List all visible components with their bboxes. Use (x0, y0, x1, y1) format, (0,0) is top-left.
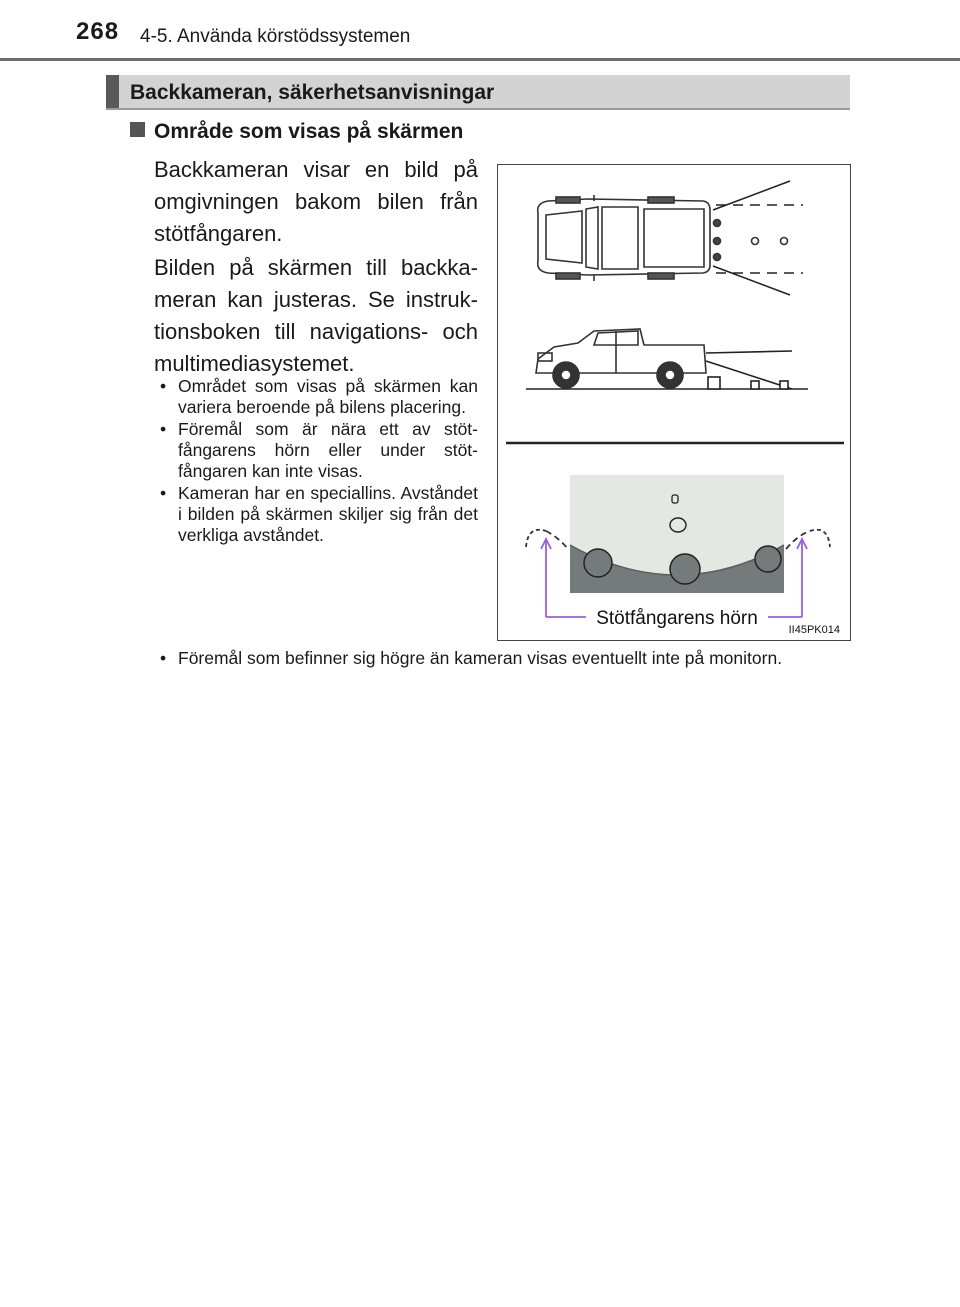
notes-list (154, 376, 478, 547)
car-side-view-illustration (536, 329, 706, 388)
camera-screen-view (570, 475, 784, 593)
note-item: • Kameran har en speciallins. Avståndet i bilden på skärmen skiljer sig från det verkliga avståndet. (154, 483, 478, 546)
header-rule (0, 58, 960, 61)
wide-notes-list (154, 648, 844, 670)
paragraph-adjust: Bilden på skärmen till backka-meran kan justeras. Se instruk-tionsboken till navigations- och multimediasystemet. (154, 255, 478, 376)
car-top-view-illustration (538, 195, 710, 281)
section-rule (106, 108, 850, 110)
note-item: • Området som visas på skärmen kan variera beroende på bilens placering. (154, 376, 478, 418)
callout-label: Stötfångarens hörn (596, 608, 758, 629)
chapter-title: 4-5. Använda körstödssystemen (140, 26, 411, 47)
subsection-title: Område som visas på skärmen (154, 120, 464, 143)
camera-illustration (497, 164, 851, 641)
paragraph-intro: Backkameran visar en bild på omgivningen bakom bilen från stötfångaren. (154, 157, 478, 246)
obstacle-markers (714, 220, 788, 261)
square-bullet-icon (130, 122, 145, 137)
figure-code: II45PK014 (788, 624, 840, 636)
page-number: 268 (76, 18, 120, 45)
subsection-heading (130, 120, 463, 144)
note-item-wide: • Föremål som befinner sig högre än kameran visas eventuellt inte på monitorn. (154, 648, 844, 669)
section-bar-tab (106, 75, 119, 109)
section-title: Backkameran, säkerhetsanvisningar (130, 81, 495, 104)
note-item: • Föremål som är nära ett av stöt-fångarens hörn eller under stöt-fångaren kan inte visas. (154, 419, 478, 482)
